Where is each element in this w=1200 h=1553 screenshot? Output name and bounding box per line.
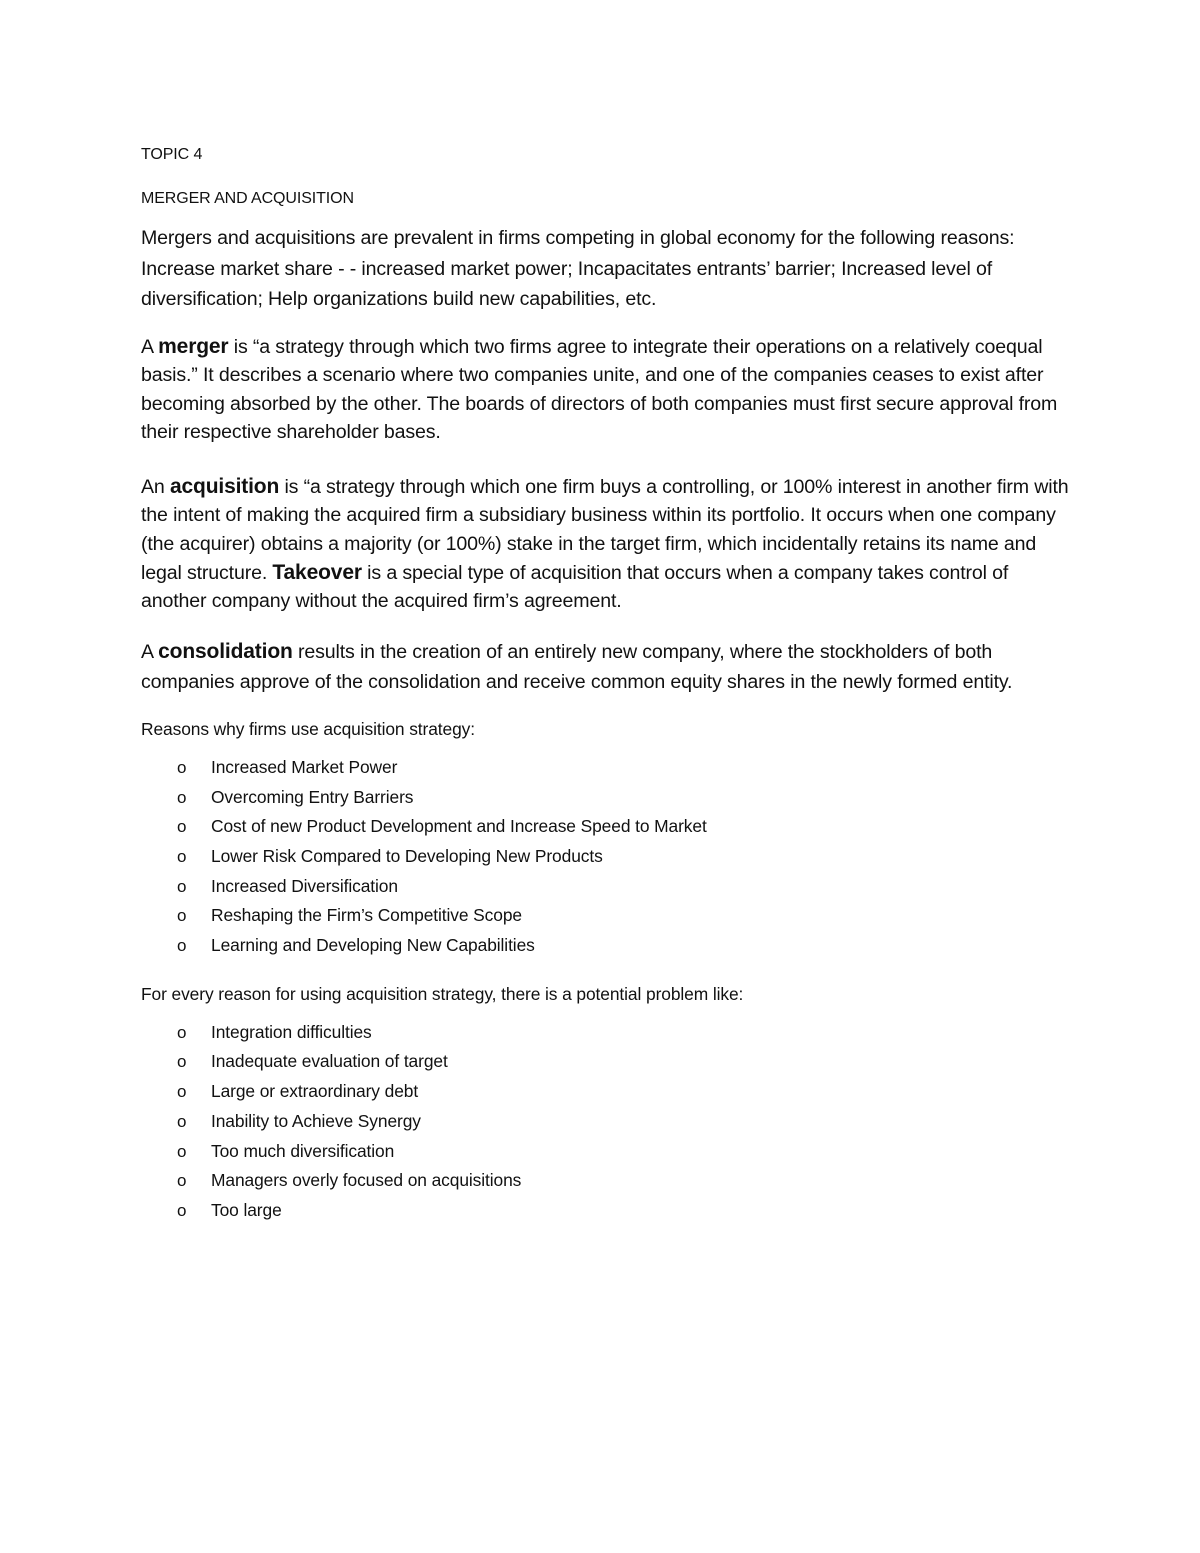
acquisition-prefix: An <box>141 475 170 498</box>
bullet-o: o <box>177 1200 187 1220</box>
bullet-o: o <box>177 936 187 956</box>
list-item <box>141 842 1071 872</box>
list-item <box>141 901 1071 931</box>
bullet-o: o <box>177 787 187 807</box>
list-item <box>141 1166 1071 1196</box>
list-item <box>141 872 1071 902</box>
reason-text: Overcoming Entry Barriers <box>211 786 414 807</box>
bullet-o: o <box>177 1111 187 1131</box>
problem-text: Integration difficulties <box>211 1021 372 1042</box>
reason-text: Lower Risk Compared to Developing New Products <box>211 845 603 866</box>
list-item <box>141 812 1071 842</box>
reasons-intro: Reasons why firms use acquisition strategy: <box>141 718 475 739</box>
list-item <box>141 1196 1071 1226</box>
reason-text: Increased Market Power <box>211 756 398 777</box>
list-item <box>141 1077 1071 1107</box>
bullet-o: o <box>177 1082 187 1102</box>
reason-text: Increased Diversification <box>211 875 398 896</box>
consolidation-definition: results in the creation of an entirely new company, where the stockholders of both companies approve of the consolidation and receive common equity shares in the newly formed entity. <box>141 640 1013 694</box>
bullet-o: o <box>177 1171 187 1191</box>
bullet-o: o <box>177 1022 187 1042</box>
bullet-o: o <box>177 757 187 777</box>
problems-intro: For every reason for using acquisition strategy, there is a potential problem like: <box>141 983 744 1004</box>
reasons-list <box>141 753 1071 961</box>
problem-text: Too large <box>211 1199 282 1220</box>
bullet-o: o <box>177 846 187 866</box>
merger-definition: is “a strategy through which two firms agree to integrate their operations on a relatively coequal basis.” It describes a scenario where two companies unite, and one of the companies ceases to exist after becoming absorbed by the other. The boards of directors of both companies must first secure approval from their respective shareholder bases. <box>141 335 1058 444</box>
intro-paragraph: Mergers and acquisitions are prevalent in firms competing in global economy for the following reasons: Increase market share - - increased market power; Incapacitates entrants’ barrier; Increased level of diversification; Help organizations build new capabilities, etc. <box>141 227 1015 310</box>
takeover-definition: is a special type of acquisition that occurs when a company takes control of another company without the acquired firm’s agreement. <box>141 561 1009 613</box>
acquisition-definition: is “a strategy through which one firm buys a controlling, or 100% interest in another firm with the intent of making the acquired firm a subsidiary business within its portfolio. It occurs when one company (the acquirer) obtains a majority (or 100%) stake in the target firm, which incidentally retains its name and legal structure. <box>141 475 1069 584</box>
list-item <box>141 783 1071 813</box>
bullet-o: o <box>177 1052 187 1072</box>
bullet-o: o <box>177 906 187 926</box>
problem-text: Managers overly focused on acquisitions <box>211 1170 522 1191</box>
problem-text: Inability to Achieve Synergy <box>211 1110 421 1131</box>
topic-label: TOPIC 4 <box>141 146 203 163</box>
list-item <box>141 1018 1071 1048</box>
reason-text: Cost of new Product Development and Increase Speed to Market <box>211 816 707 837</box>
list-item <box>141 1047 1071 1077</box>
merger-prefix: A <box>141 335 159 358</box>
bullet-o: o <box>177 1141 187 1161</box>
consolidation-prefix: A <box>141 640 159 663</box>
acquisition-term: acquisition <box>169 474 280 498</box>
problem-text: Too much diversification <box>211 1140 395 1161</box>
reason-text: Learning and Developing New Capabilities <box>211 935 535 956</box>
acquisition-paragraph <box>141 473 1071 616</box>
document-body <box>141 145 1071 1248</box>
bullet-o: o <box>177 876 187 896</box>
merger-paragraph <box>141 333 1071 447</box>
takeover-term: Takeover <box>272 560 362 584</box>
problem-text: Inadequate evaluation of target <box>211 1051 448 1072</box>
consolidation-term: consolidation <box>158 639 293 663</box>
bullet-o: o <box>177 817 187 837</box>
problem-text: Large or extraordinary debt <box>211 1081 419 1102</box>
list-item <box>141 753 1071 783</box>
consolidation-paragraph <box>141 637 1071 698</box>
list-item <box>141 1107 1071 1137</box>
reason-text: Reshaping the Firm’s Competitive Scope <box>211 905 522 926</box>
merger-term: merger <box>158 334 229 358</box>
document-title: MERGER AND ACQUISITION <box>141 190 354 207</box>
list-item <box>141 1137 1071 1167</box>
list-item <box>141 931 1071 961</box>
problems-list <box>141 1018 1071 1226</box>
